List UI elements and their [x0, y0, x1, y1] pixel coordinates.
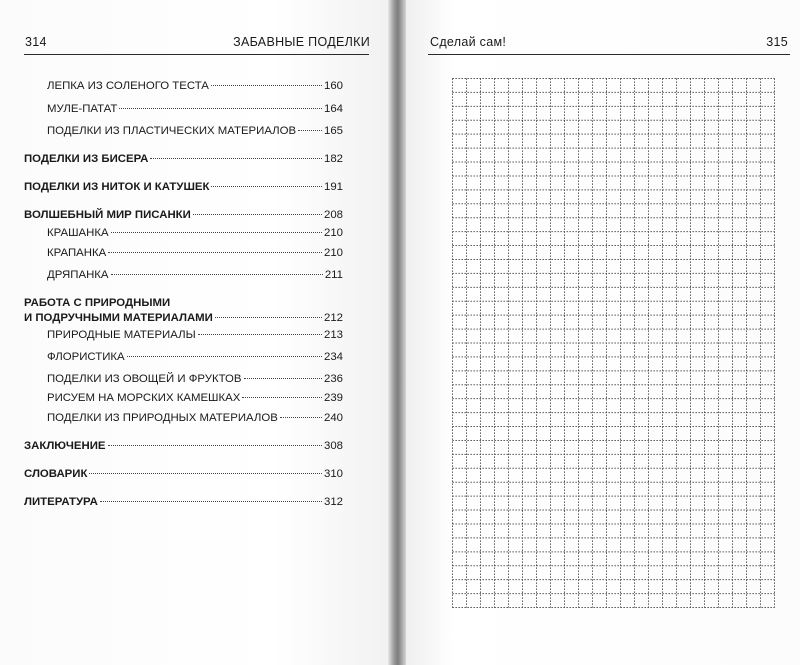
toc-entry-title: РИСУЕМ НА МОРСКИХ КАМЕШКАХ [47, 392, 241, 404]
toc-entry [24, 152, 343, 166]
toc-entry-page: 165 [323, 125, 343, 137]
toc-entry-title: ПОДЕЛКИ ИЗ ПЛАСТИЧЕСКИХ МАТЕРИАЛОВ [47, 125, 297, 137]
right-header-rule [428, 54, 790, 55]
leader-dots [111, 232, 322, 233]
toc-entry-page: 210 [323, 247, 343, 259]
right-page-number: 315 [766, 35, 788, 49]
toc-entry [47, 79, 343, 93]
left-page-number: 314 [25, 35, 47, 49]
toc-entry-page: 208 [323, 209, 343, 221]
toc-entry [24, 439, 343, 453]
toc-entry-two-line [24, 296, 344, 326]
leader-dots [193, 214, 322, 215]
toc-entry [47, 102, 343, 116]
leader-dots [108, 252, 322, 253]
toc-entry [47, 350, 343, 364]
leader-dots [244, 378, 322, 379]
toc-entry [47, 246, 343, 260]
leader-dots [111, 274, 323, 275]
leader-dots [119, 108, 322, 109]
leader-dots [280, 417, 322, 418]
toc-entry [24, 467, 343, 481]
left-header-rule [24, 54, 369, 55]
toc-entry-page: 210 [323, 227, 343, 239]
toc-entry-title: ДРЯПАНКА [47, 269, 109, 281]
toc-entry-title: ПОДЕЛКИ ИЗ ОВОЩЕЙ И ФРУКТОВ [47, 373, 242, 385]
toc-entry-title: МУЛЕ-ПАТАТ [47, 103, 118, 115]
toc-entry-page: 312 [323, 496, 343, 508]
toc-entry-page: 213 [323, 329, 343, 341]
toc-entry [24, 208, 343, 222]
leader-dots [242, 397, 322, 398]
leader-dots [89, 473, 322, 474]
toc-entry [24, 180, 343, 194]
leader-dots [150, 158, 322, 159]
toc-entry-title-line1: РАБОТА С ПРИРОДНЫМИ [24, 297, 171, 309]
toc-entry-page: 160 [323, 80, 343, 92]
toc-entry-page: 211 [324, 269, 343, 281]
toc-entry [47, 328, 343, 342]
leader-dots [211, 186, 322, 187]
toc-entry [47, 226, 343, 240]
toc-entry-title: ЛЕПКА ИЗ СОЛЕНОГО ТЕСТА [47, 80, 209, 92]
toc-entry-page: 182 [323, 153, 343, 165]
book-spine-gutter [388, 0, 408, 665]
toc-entry [47, 391, 343, 405]
toc-entry-title: ПОДЕЛКИ ИЗ ПРИРОДНЫХ МАТЕРИАЛОВ [47, 412, 278, 424]
toc-entry [47, 124, 343, 138]
toc-entry-page: 234 [323, 351, 343, 363]
leader-dots [215, 317, 322, 318]
toc-entry-title: ЛИТЕРАТУРА [24, 496, 98, 508]
toc-entry [24, 495, 343, 509]
toc-entry-title: ЗАКЛЮЧЕНИЕ [24, 440, 106, 452]
toc-entry [47, 372, 343, 386]
toc-entry-title: ПОДЕЛКИ ИЗ НИТОК И КАТУШЕК [24, 181, 210, 193]
toc-entry-page: 239 [323, 392, 343, 404]
toc-entry-title: КРАШАНКА [47, 227, 109, 239]
leader-dots [211, 85, 322, 86]
leader-dots [198, 334, 322, 335]
toc-entry [47, 268, 343, 282]
toc-entry-page: 164 [323, 103, 343, 115]
leader-dots [298, 130, 322, 131]
graph-paper-grid [452, 78, 775, 608]
toc-entry-title: СЛОВАРИК [24, 468, 88, 480]
toc-entry-page: 191 [323, 181, 343, 193]
toc-entry-title: КРАПАНКА [47, 247, 107, 259]
toc-entry-page: 308 [323, 440, 343, 452]
toc-entry-page: 240 [323, 412, 343, 424]
toc-entry [47, 411, 343, 425]
leader-dots [127, 356, 322, 357]
toc-entry-title: ФЛОРИСТИКА [47, 351, 125, 363]
toc-entry-title: ПРИРОДНЫЕ МАТЕРИАЛЫ [47, 329, 196, 341]
left-page [0, 0, 392, 665]
right-running-title: Сделай сам! [430, 35, 507, 49]
leader-dots [108, 445, 322, 446]
toc-entry-title: ВОЛШЕБНЫЙ МИР ПИСАНКИ [24, 209, 191, 221]
leader-dots [100, 501, 322, 502]
toc-entry-page: 310 [323, 468, 343, 480]
toc-entry-page: 212 [323, 312, 343, 324]
toc-entry-title: ПОДЕЛКИ ИЗ БИСЕРА [24, 153, 149, 165]
toc-entry-page: 236 [323, 373, 343, 385]
left-running-title: ЗАБАВНЫЕ ПОДЕЛКИ [233, 35, 370, 49]
toc-entry-title-line2: И ПОДРУЧНЫМИ МАТЕРИАЛАМИ [24, 312, 213, 324]
